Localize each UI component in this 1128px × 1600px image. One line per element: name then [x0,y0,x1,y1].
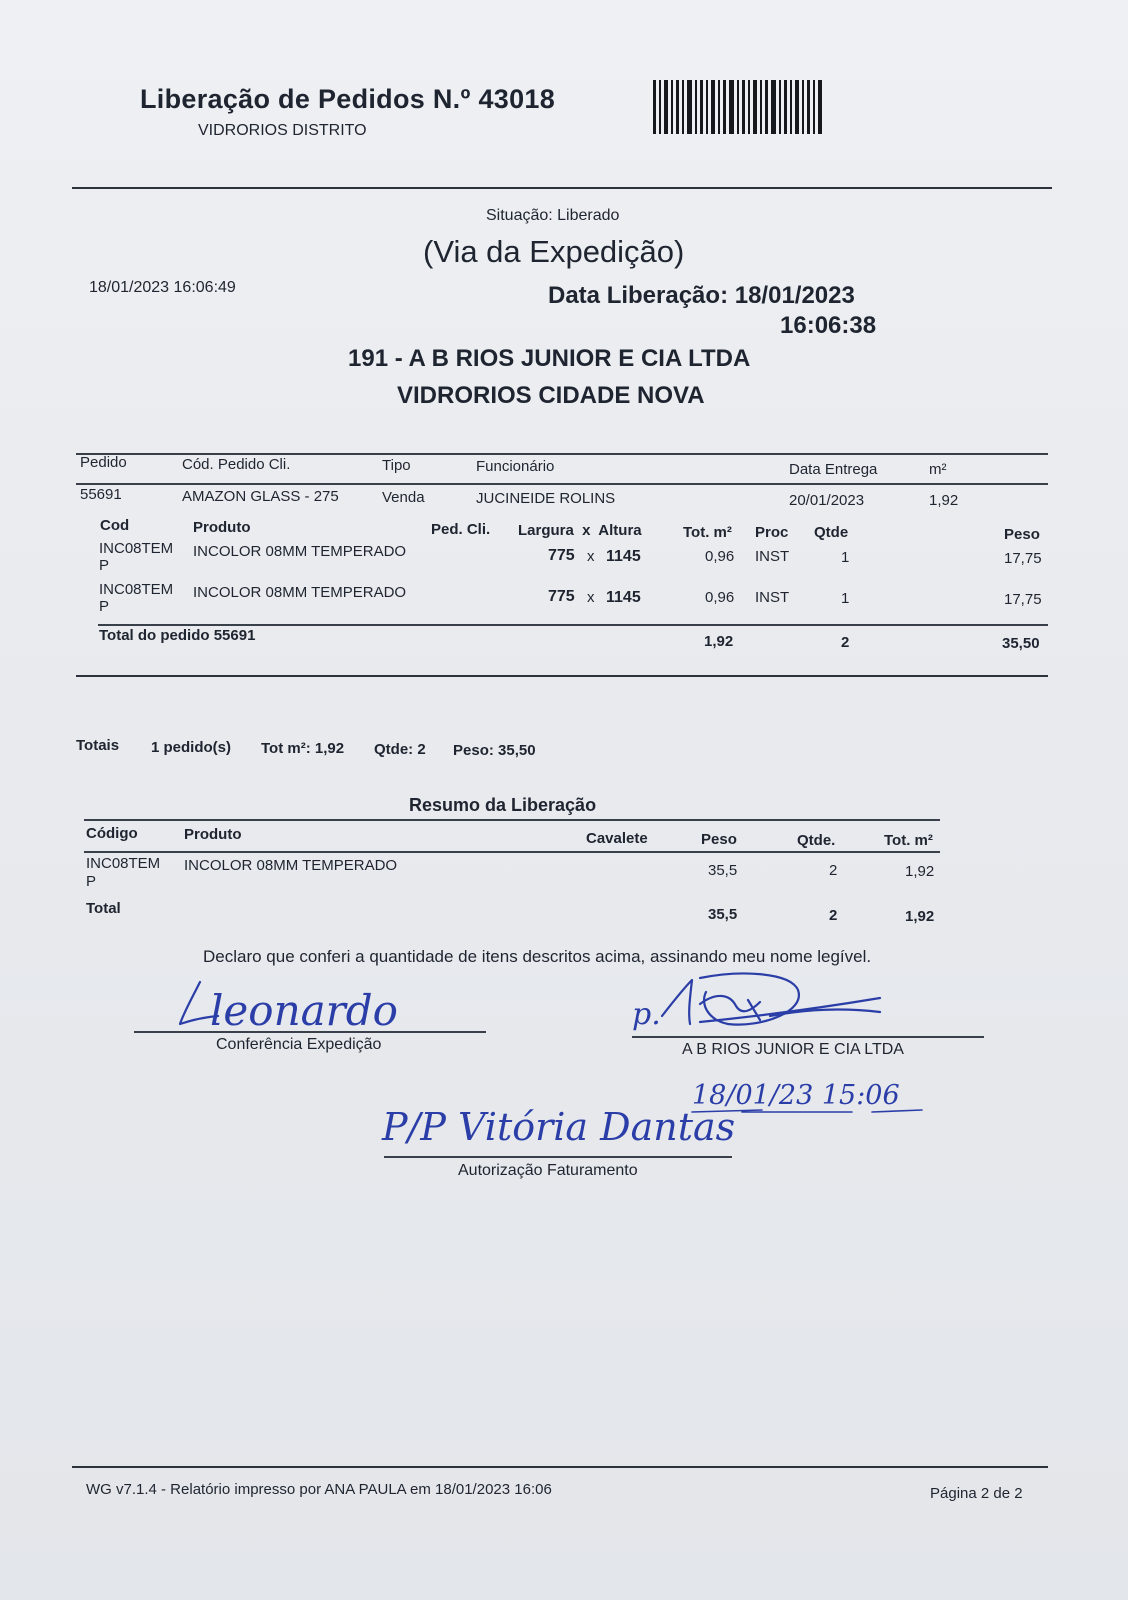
item-1-cod-suffix: P [99,557,110,574]
resumo-col-tot-m2: Tot. m² [884,832,933,849]
resumo-col-produto: Produto [184,826,242,843]
totais-pedidos: 1 pedido(s) [151,739,232,756]
footer-page-number: Página 2 de 2 [930,1485,1023,1502]
resumo-qtde: 2 [829,862,838,879]
item-1-tot-m2: 0,96 [705,548,735,565]
item-1-x: x [587,548,595,565]
order-total-m2: 1,92 [704,633,734,650]
item-2-produto: INCOLOR 08MM TEMPERADO [193,584,407,601]
order-section-divider [76,675,1048,677]
handwritten-cliente: p. [632,997,661,1032]
resumo-tot-m2: 1,92 [905,863,935,880]
header-divider [72,187,1052,189]
resumo-total-label: Total [86,900,121,917]
totais-m2: Tot m²: 1,92 [261,740,345,757]
order-total-qtde: 2 [841,634,850,651]
item-1-altura: 1145 [606,548,641,565]
resumo-total-peso: 35,5 [708,906,738,923]
item-1-cod: INC08TEM [99,540,174,557]
handwritten-autorizacao: P/P Vitória Dantas [382,1105,736,1149]
order-funcionario: JUCINEIDE ROLINS [476,490,616,507]
resumo-total-qtde: 2 [829,907,838,924]
items-col-tot-m2: Tot. m² [683,524,732,541]
declaration-text: Declaro que conferi a quantidade de itens descritos acima, assinando meu nome legível. [203,947,872,966]
barcode [653,80,825,134]
items-col-cod: Cod [100,517,130,534]
handwritten-leonardo: leonardo [210,986,398,1035]
item-2-peso: 17,75 [1004,591,1042,608]
order-data-entrega: 20/01/2023 [789,492,865,509]
handwritten-date: 18/01/23 15:06 [692,1080,900,1111]
item-2-proc: INST [755,589,790,606]
items-col-qtde: Qtde [814,524,849,541]
item-1-largura: 775 [548,547,575,564]
order-table-top-line [76,453,1048,455]
document-title: Liberação de Pedidos N.º 43018 [140,84,556,114]
autorizacao-label: Autorização Faturamento [458,1162,638,1179]
resumo-peso: 35,5 [708,862,738,879]
footer-divider [72,1466,1048,1468]
item-2-altura: 1145 [606,589,641,606]
item-2-x: x [587,589,595,606]
col-m2: m² [929,461,947,478]
order-m2: 1,92 [929,492,959,509]
resumo-col-cavalete: Cavalete [586,830,648,847]
resumo-produto: INCOLOR 08MM TEMPERADO [184,857,398,874]
resumo-col-codigo: Código [86,825,138,842]
item-1-proc: INST [755,548,790,565]
items-col-produto: Produto [193,519,251,536]
resumo-total-m2: 1,92 [905,908,935,925]
printed-datetime: 18/01/2023 16:06:49 [89,279,236,296]
client-name: 191 - A B RIOS JUNIOR E CIA LTDA [348,345,751,372]
order-tipo: Venda [382,489,425,506]
handwritten-signatures [0,920,1128,1180]
client-store: VIDRORIOS CIDADE NOVA [397,382,705,409]
col-tipo: Tipo [382,457,411,474]
totais-label: Totais [76,737,120,754]
resumo-cod: INC08TEM [86,855,161,872]
resumo-col-peso: Peso [701,831,737,848]
order-total-peso: 35,50 [1002,635,1040,652]
copy-type: (Via da Expedição) [423,234,685,269]
order-total-label: Total do pedido 55691 [99,627,256,644]
item-1-qtde: 1 [841,549,850,566]
items-total-line [98,624,1048,626]
order-cod-pedido-cli: AMAZON GLASS - 275 [182,488,339,505]
item-1-produto: INCOLOR 08MM TEMPERADO [193,543,407,560]
cliente-label: A B RIOS JUNIOR E CIA LTDA [682,1041,904,1058]
resumo-cod-suffix: P [86,873,97,890]
items-col-peso: Peso [1004,526,1040,543]
items-col-ped-cli: Ped. Cli. [431,521,491,538]
resumo-header-line [84,851,940,853]
resumo-top-line [84,819,940,821]
item-2-cod-suffix: P [99,598,110,615]
col-pedido: Pedido [80,454,127,471]
item-1-peso: 17,75 [1004,550,1042,567]
col-data-entrega: Data Entrega [789,461,878,478]
resumo-col-qtde: Qtde. [797,832,836,849]
release-date: Data Liberação: 18/01/2023 [548,282,855,309]
order-table-header-line [76,483,1048,485]
items-col-largura-altura: Largura x Altura [518,522,642,539]
company-name: VIDRORIOS DISTRITO [198,122,367,139]
item-2-cod: INC08TEM [99,581,174,598]
totais-qtde: Qtde: 2 [374,741,426,758]
items-col-proc: Proc [755,524,789,541]
footer-printed-by: WG v7.1.4 - Relatório impresso por ANA PAULA em 18/01/2023 16:06 [86,1481,552,1498]
item-2-tot-m2: 0,96 [705,589,735,606]
item-2-qtde: 1 [841,590,850,607]
order-pedido: 55691 [80,486,122,503]
conferencia-label: Conferência Expedição [216,1036,382,1053]
item-2-largura: 775 [548,588,575,605]
totais-peso: Peso: 35,50 [453,742,536,759]
col-cod-pedido-cli: Cód. Pedido Cli. [182,456,291,473]
release-time: 16:06:38 [780,312,877,339]
resumo-title: Resumo da Liberação [409,795,597,815]
status-text: Situação: Liberado [486,207,620,224]
col-funcionario: Funcionário [476,458,555,475]
